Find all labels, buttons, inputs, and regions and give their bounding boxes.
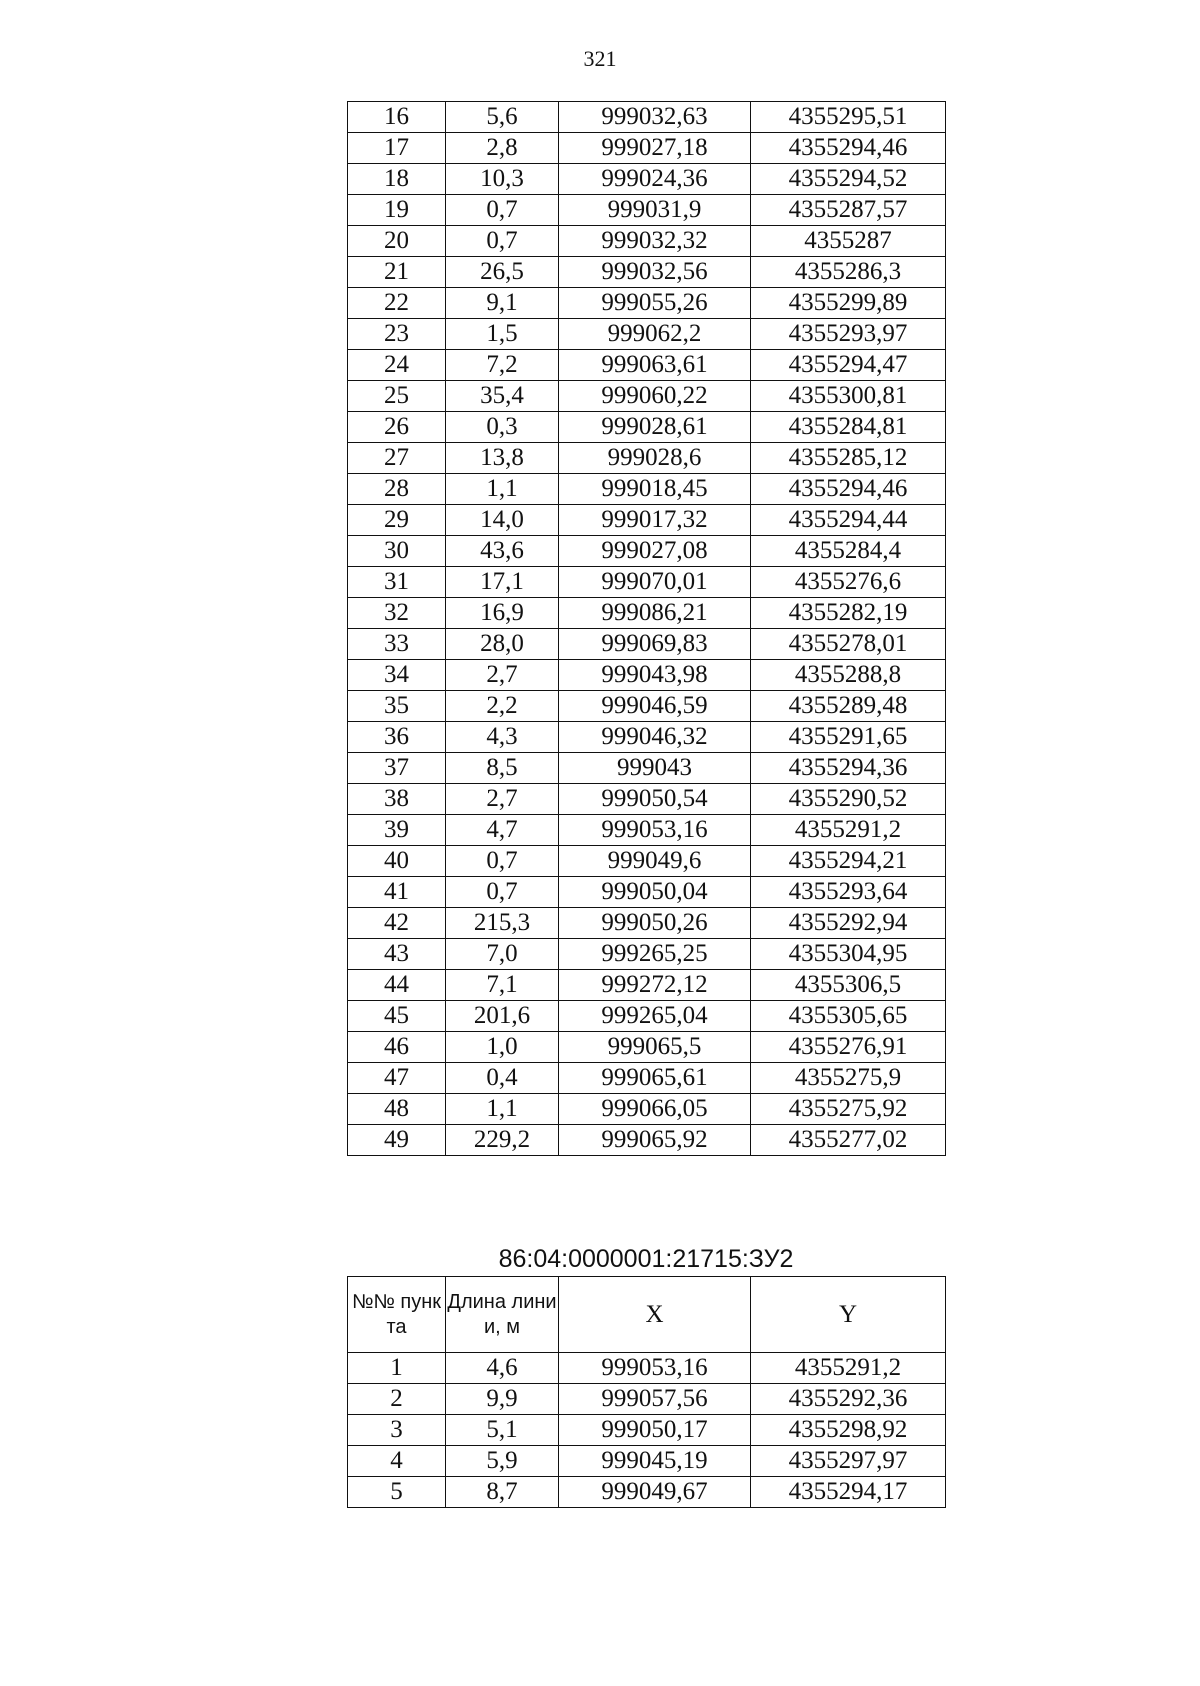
cell-y: 4355294,44	[751, 505, 946, 536]
cell-x: 999055,26	[559, 288, 751, 319]
cell-point-number: 39	[348, 815, 446, 846]
table-row	[348, 660, 946, 691]
cell-x: 999017,32	[559, 505, 751, 536]
cell-point-number: 2	[348, 1384, 446, 1415]
table-row	[348, 381, 946, 412]
cell-x: 999027,18	[559, 133, 751, 164]
cell-y: 4355306,5	[751, 970, 946, 1001]
coordinates-table-body	[348, 1353, 946, 1508]
cell-y: 4355277,02	[751, 1125, 946, 1156]
cell-line-length: 35,4	[446, 381, 559, 412]
cell-y: 4355284,4	[751, 536, 946, 567]
cell-line-length: 9,9	[446, 1384, 559, 1415]
cell-line-length: 215,3	[446, 908, 559, 939]
header-y: Y	[751, 1277, 946, 1353]
cell-x: 999070,01	[559, 567, 751, 598]
cell-point-number: 45	[348, 1001, 446, 1032]
cell-line-length: 4,7	[446, 815, 559, 846]
cell-y: 4355305,65	[751, 1001, 946, 1032]
cell-x: 999018,45	[559, 474, 751, 505]
cell-y: 4355291,65	[751, 722, 946, 753]
table-row	[348, 598, 946, 629]
cell-y: 4355275,9	[751, 1063, 946, 1094]
cell-line-length: 17,1	[446, 567, 559, 598]
cell-y: 4355282,19	[751, 598, 946, 629]
cell-point-number: 27	[348, 443, 446, 474]
cell-y: 4355287	[751, 226, 946, 257]
cell-x: 999032,63	[559, 102, 751, 133]
header-line-length: Длина линии, м	[446, 1277, 559, 1353]
cell-x: 999043	[559, 753, 751, 784]
cell-x: 999045,19	[559, 1446, 751, 1477]
table-row	[348, 474, 946, 505]
cell-x: 999265,04	[559, 1001, 751, 1032]
table-row	[348, 753, 946, 784]
cell-point-number: 25	[348, 381, 446, 412]
table-row	[348, 1446, 946, 1477]
cell-line-length: 2,2	[446, 691, 559, 722]
page-number: 321	[583, 46, 617, 71]
cell-line-length: 1,1	[446, 1094, 559, 1125]
cell-x: 999265,25	[559, 939, 751, 970]
table-row	[348, 970, 946, 1001]
cell-x: 999065,5	[559, 1032, 751, 1063]
cell-line-length: 1,0	[446, 1032, 559, 1063]
table-row	[348, 691, 946, 722]
cell-y: 4355292,94	[751, 908, 946, 939]
cell-y: 4355294,36	[751, 753, 946, 784]
table-row	[348, 257, 946, 288]
cell-line-length: 2,8	[446, 133, 559, 164]
cell-x: 999046,32	[559, 722, 751, 753]
table-row	[348, 1094, 946, 1125]
header-row	[348, 1277, 946, 1353]
cell-line-length: 4,3	[446, 722, 559, 753]
table-row	[348, 784, 946, 815]
cell-line-length: 5,6	[446, 102, 559, 133]
cell-x: 999043,98	[559, 660, 751, 691]
cell-y: 4355294,46	[751, 474, 946, 505]
cell-point-number: 44	[348, 970, 446, 1001]
cell-point-number: 4	[348, 1446, 446, 1477]
cell-point-number: 49	[348, 1125, 446, 1156]
cell-x: 999050,26	[559, 908, 751, 939]
cell-line-length: 7,0	[446, 939, 559, 970]
cell-y: 4355298,92	[751, 1415, 946, 1446]
cell-point-number: 19	[348, 195, 446, 226]
cell-x: 999057,56	[559, 1384, 751, 1415]
cell-y: 4355287,57	[751, 195, 946, 226]
table-row	[348, 102, 946, 133]
cell-point-number: 31	[348, 567, 446, 598]
table-row	[348, 1477, 946, 1508]
cell-y: 4355289,48	[751, 691, 946, 722]
cell-point-number: 3	[348, 1415, 446, 1446]
table-row	[348, 164, 946, 195]
cell-x: 999086,21	[559, 598, 751, 629]
table-row	[348, 1353, 946, 1384]
cell-point-number: 17	[348, 133, 446, 164]
cell-x: 999032,32	[559, 226, 751, 257]
cell-point-number: 34	[348, 660, 446, 691]
cell-point-number: 43	[348, 939, 446, 970]
cell-line-length: 43,6	[446, 536, 559, 567]
cell-y: 4355291,2	[751, 1353, 946, 1384]
cell-y: 4355284,81	[751, 412, 946, 443]
cell-point-number: 35	[348, 691, 446, 722]
cell-line-length: 5,1	[446, 1415, 559, 1446]
table-row	[348, 288, 946, 319]
table-row	[348, 133, 946, 164]
table-row	[348, 1032, 946, 1063]
cell-y: 4355294,47	[751, 350, 946, 381]
cell-point-number: 48	[348, 1094, 446, 1125]
cell-point-number: 18	[348, 164, 446, 195]
cell-x: 999053,16	[559, 1353, 751, 1384]
cell-line-length: 8,7	[446, 1477, 559, 1508]
cell-point-number: 33	[348, 629, 446, 660]
cell-point-number: 1	[348, 1353, 446, 1384]
cell-y: 4355300,81	[751, 381, 946, 412]
cell-point-number: 46	[348, 1032, 446, 1063]
cell-x: 999049,67	[559, 1477, 751, 1508]
cell-point-number: 40	[348, 846, 446, 877]
cell-line-length: 0,7	[446, 195, 559, 226]
cell-x: 999065,92	[559, 1125, 751, 1156]
table-row	[348, 1125, 946, 1156]
land-plot-cadastral-number: 86:04:0000001:21715:ЗУ2	[498, 1245, 794, 1273]
cell-point-number: 21	[348, 257, 446, 288]
table-row	[348, 815, 946, 846]
cell-line-length: 201,6	[446, 1001, 559, 1032]
cell-y: 4355294,52	[751, 164, 946, 195]
cell-line-length: 1,5	[446, 319, 559, 350]
cell-x: 999050,54	[559, 784, 751, 815]
cell-point-number: 28	[348, 474, 446, 505]
coordinates-table-body	[348, 102, 946, 1156]
cell-line-length: 1,1	[446, 474, 559, 505]
cell-line-length: 0,3	[446, 412, 559, 443]
cell-point-number: 36	[348, 722, 446, 753]
cell-x: 999050,04	[559, 877, 751, 908]
cell-x: 999069,83	[559, 629, 751, 660]
cell-y: 4355299,89	[751, 288, 946, 319]
table-row	[348, 1415, 946, 1446]
cell-x: 999065,61	[559, 1063, 751, 1094]
cell-point-number: 24	[348, 350, 446, 381]
cell-line-length: 4,6	[446, 1353, 559, 1384]
table-row	[348, 1384, 946, 1415]
cell-x: 999272,12	[559, 970, 751, 1001]
cell-x: 999032,56	[559, 257, 751, 288]
cell-point-number: 30	[348, 536, 446, 567]
cell-point-number: 23	[348, 319, 446, 350]
cell-y: 4355278,01	[751, 629, 946, 660]
table-row	[348, 319, 946, 350]
cell-y: 4355293,97	[751, 319, 946, 350]
table-row	[348, 1001, 946, 1032]
cell-point-number: 32	[348, 598, 446, 629]
cell-y: 4355294,46	[751, 133, 946, 164]
cell-line-length: 2,7	[446, 784, 559, 815]
cell-y: 4355295,51	[751, 102, 946, 133]
table-row	[348, 846, 946, 877]
cell-line-length: 28,0	[446, 629, 559, 660]
table-row	[348, 536, 946, 567]
cell-x: 999049,6	[559, 846, 751, 877]
cell-y: 4355275,92	[751, 1094, 946, 1125]
cell-point-number: 41	[348, 877, 446, 908]
cell-x: 999024,36	[559, 164, 751, 195]
header-x: X	[559, 1277, 751, 1353]
cell-y: 4355294,17	[751, 1477, 946, 1508]
cell-x: 999063,61	[559, 350, 751, 381]
cell-y: 4355293,64	[751, 877, 946, 908]
cell-x: 999028,61	[559, 412, 751, 443]
cell-line-length: 229,2	[446, 1125, 559, 1156]
cell-line-length: 0,7	[446, 877, 559, 908]
cell-x: 999060,22	[559, 381, 751, 412]
cell-x: 999066,05	[559, 1094, 751, 1125]
header-point-number: №№ пункта	[348, 1277, 446, 1353]
cell-line-length: 0,4	[446, 1063, 559, 1094]
cell-y: 4355285,12	[751, 443, 946, 474]
table-row	[348, 1063, 946, 1094]
cell-line-length: 0,7	[446, 226, 559, 257]
table-row	[348, 567, 946, 598]
cell-point-number: 38	[348, 784, 446, 815]
table-row	[348, 877, 946, 908]
cell-y: 4355290,52	[751, 784, 946, 815]
cell-x: 999053,16	[559, 815, 751, 846]
table-row	[348, 939, 946, 970]
cell-y: 4355292,36	[751, 1384, 946, 1415]
cell-line-length: 14,0	[446, 505, 559, 536]
cell-line-length: 26,5	[446, 257, 559, 288]
cell-line-length: 13,8	[446, 443, 559, 474]
cell-line-length: 5,9	[446, 1446, 559, 1477]
table-header	[348, 1277, 946, 1353]
coordinates-table-continued	[347, 101, 946, 1156]
coordinates-table-zu2	[347, 1276, 946, 1508]
cell-y: 4355276,91	[751, 1032, 946, 1063]
table-row	[348, 350, 946, 381]
cell-x: 999031,9	[559, 195, 751, 226]
table-row	[348, 908, 946, 939]
table-row	[348, 505, 946, 536]
cell-point-number: 20	[348, 226, 446, 257]
cell-y: 4355297,97	[751, 1446, 946, 1477]
cell-point-number: 26	[348, 412, 446, 443]
cell-point-number: 47	[348, 1063, 446, 1094]
table-row	[348, 195, 946, 226]
table-row	[348, 443, 946, 474]
cell-line-length: 16,9	[446, 598, 559, 629]
cell-y: 4355288,8	[751, 660, 946, 691]
cell-x: 999027,08	[559, 536, 751, 567]
cell-point-number: 37	[348, 753, 446, 784]
cell-line-length: 7,2	[446, 350, 559, 381]
cell-line-length: 0,7	[446, 846, 559, 877]
cell-line-length: 10,3	[446, 164, 559, 195]
cell-line-length: 8,5	[446, 753, 559, 784]
table-row	[348, 629, 946, 660]
cell-y: 4355304,95	[751, 939, 946, 970]
cell-y: 4355276,6	[751, 567, 946, 598]
cell-line-length: 7,1	[446, 970, 559, 1001]
table-row	[348, 722, 946, 753]
cell-y: 4355286,3	[751, 257, 946, 288]
cell-x: 999046,59	[559, 691, 751, 722]
table-row	[348, 412, 946, 443]
cell-x: 999028,6	[559, 443, 751, 474]
table-row	[348, 226, 946, 257]
cell-point-number: 5	[348, 1477, 446, 1508]
cell-y: 4355291,2	[751, 815, 946, 846]
cell-point-number: 42	[348, 908, 446, 939]
cell-point-number: 29	[348, 505, 446, 536]
cell-line-length: 2,7	[446, 660, 559, 691]
cell-x: 999062,2	[559, 319, 751, 350]
cell-y: 4355294,21	[751, 846, 946, 877]
cell-point-number: 16	[348, 102, 446, 133]
cell-point-number: 22	[348, 288, 446, 319]
cell-line-length: 9,1	[446, 288, 559, 319]
cell-x: 999050,17	[559, 1415, 751, 1446]
